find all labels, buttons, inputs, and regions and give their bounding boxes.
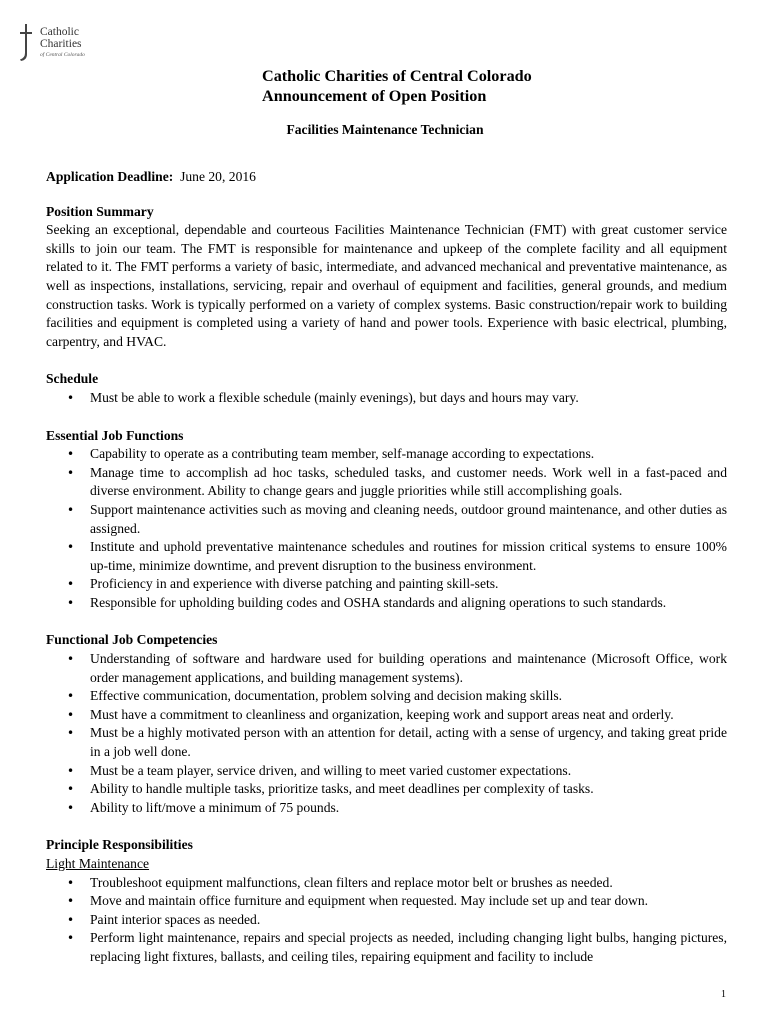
list-item: • Manage time to accomplish ad hoc tasks, scheduled tasks, and customer needs. Work well in a fast-paced and diverse environment. Ability to change gears and juggle priorities while still accomplishing goals. xyxy=(46,464,727,501)
list-item: • Responsible for upholding building codes and OSHA standards and aligning operations to such standards. xyxy=(46,594,727,613)
summary-heading: Position Summary xyxy=(46,203,154,219)
list-item: • Must be able to work a flexible schedule (mainly evenings), but days and hours may vary. xyxy=(46,389,727,408)
list-item: • Must be a highly motivated person with an attention for detail, acting with a sense of urgency, and taking great pride in a job well done. xyxy=(46,724,727,761)
list-item: • Must be a team player, service driven, and willing to meet varied customer expectations. xyxy=(46,762,727,781)
list-item: • Understanding of software and hardware used for building operations and maintenance (Microsoft Office, work order management applications, and building management systems). xyxy=(46,650,727,687)
list-item: • Support maintenance activities such as moving and cleaning needs, outdoor ground maintenance, and other duties as assigned. xyxy=(46,501,727,538)
cross-icon xyxy=(18,24,34,62)
list-item: • Institute and uphold preventative maintenance schedules and routines for mission critical systems to ensure 100% up-time, minimize downtime, and prevent disruption to the business environment. xyxy=(46,538,727,575)
responsibilities-heading: Principle Responsibilities xyxy=(46,837,193,853)
organization-name: Catholic Charities of Central Colorado xyxy=(262,67,532,85)
list-item: • Must have a commitment to cleanliness and organization, keeping work and support areas neat and orderly. xyxy=(46,706,727,725)
schedule-heading: Schedule xyxy=(46,371,99,387)
logo xyxy=(18,24,88,64)
list-item: • Paint interior spaces as needed. xyxy=(46,911,727,930)
list-item: • Ability to handle multiple tasks, prioritize tasks, and meet deadlines per complexity of tasks. xyxy=(46,780,727,799)
list-item: • Capability to operate as a contributing team member, self-manage according to expectations. xyxy=(46,445,727,464)
logo-wordmark xyxy=(40,26,82,50)
document-header xyxy=(262,66,532,106)
summary-text: Seeking an exceptional, dependable and courteous Facilities Maintenance Technician (FMT) with great customer service skills to join our team. The FMT is responsible for maintenance and upkeep of the complete facility and all equipment related to it. The FMT performs a variety of basic, intermediate, and advanced mechanical and preventative maintenance, as well as inspections, installations, servicing, repair and overhaul of equipment and facilities, general grounds, and medium construction tasks. Work is typically performed on a variety of complex systems. Basic construction/repair work to building facilities and equipment is completed using a variety of hand and power tools. Experience with basic electrical, plumbing, carpentry, and HVAC. xyxy=(46,222,727,349)
light-maintenance-subheading: Light Maintenance xyxy=(46,856,150,871)
position-title: Facilities Maintenance Technician xyxy=(286,122,484,137)
logo-line-3: of Central Colorado xyxy=(40,52,85,58)
deadline-label: Application Deadline: xyxy=(46,169,174,184)
announcement-title: Announcement of Open Position xyxy=(262,87,487,105)
list-item: • Ability to lift/move a minimum of 75 pounds. xyxy=(46,799,727,818)
essential-functions-heading: Essential Job Functions xyxy=(46,427,184,443)
list-item: • Effective communication, documentation, problem solving and decision making skills. xyxy=(46,687,727,706)
page-number: 1 xyxy=(721,989,726,1000)
list-item: • Perform light maintenance, repairs and special projects as needed, including changing light bulbs, hanging pictures, replacing light fixtures, ballasts, and ceiling tiles, repairing equipment and facility to include xyxy=(46,929,727,966)
responsibilities-list xyxy=(46,874,727,967)
list-item: • Move and maintain office furniture and equipment when requested. May include set up and tear down. xyxy=(46,892,727,911)
logo-line-1: Catholic xyxy=(40,26,79,38)
application-deadline xyxy=(46,168,727,187)
logo-line-2: Charities xyxy=(40,38,82,50)
list-item: • Proficiency in and experience with diverse patching and painting skill-sets. xyxy=(46,575,727,594)
competencies-heading: Functional Job Competencies xyxy=(46,632,218,648)
deadline-value: June 20, 2016 xyxy=(180,169,256,184)
competencies-list xyxy=(46,650,727,817)
schedule-list xyxy=(46,389,727,408)
list-item: • Troubleshoot equipment malfunctions, clean filters and replace motor belt or brushes as needed. xyxy=(46,874,727,893)
document-body xyxy=(46,168,727,967)
essential-functions-list xyxy=(46,445,727,612)
